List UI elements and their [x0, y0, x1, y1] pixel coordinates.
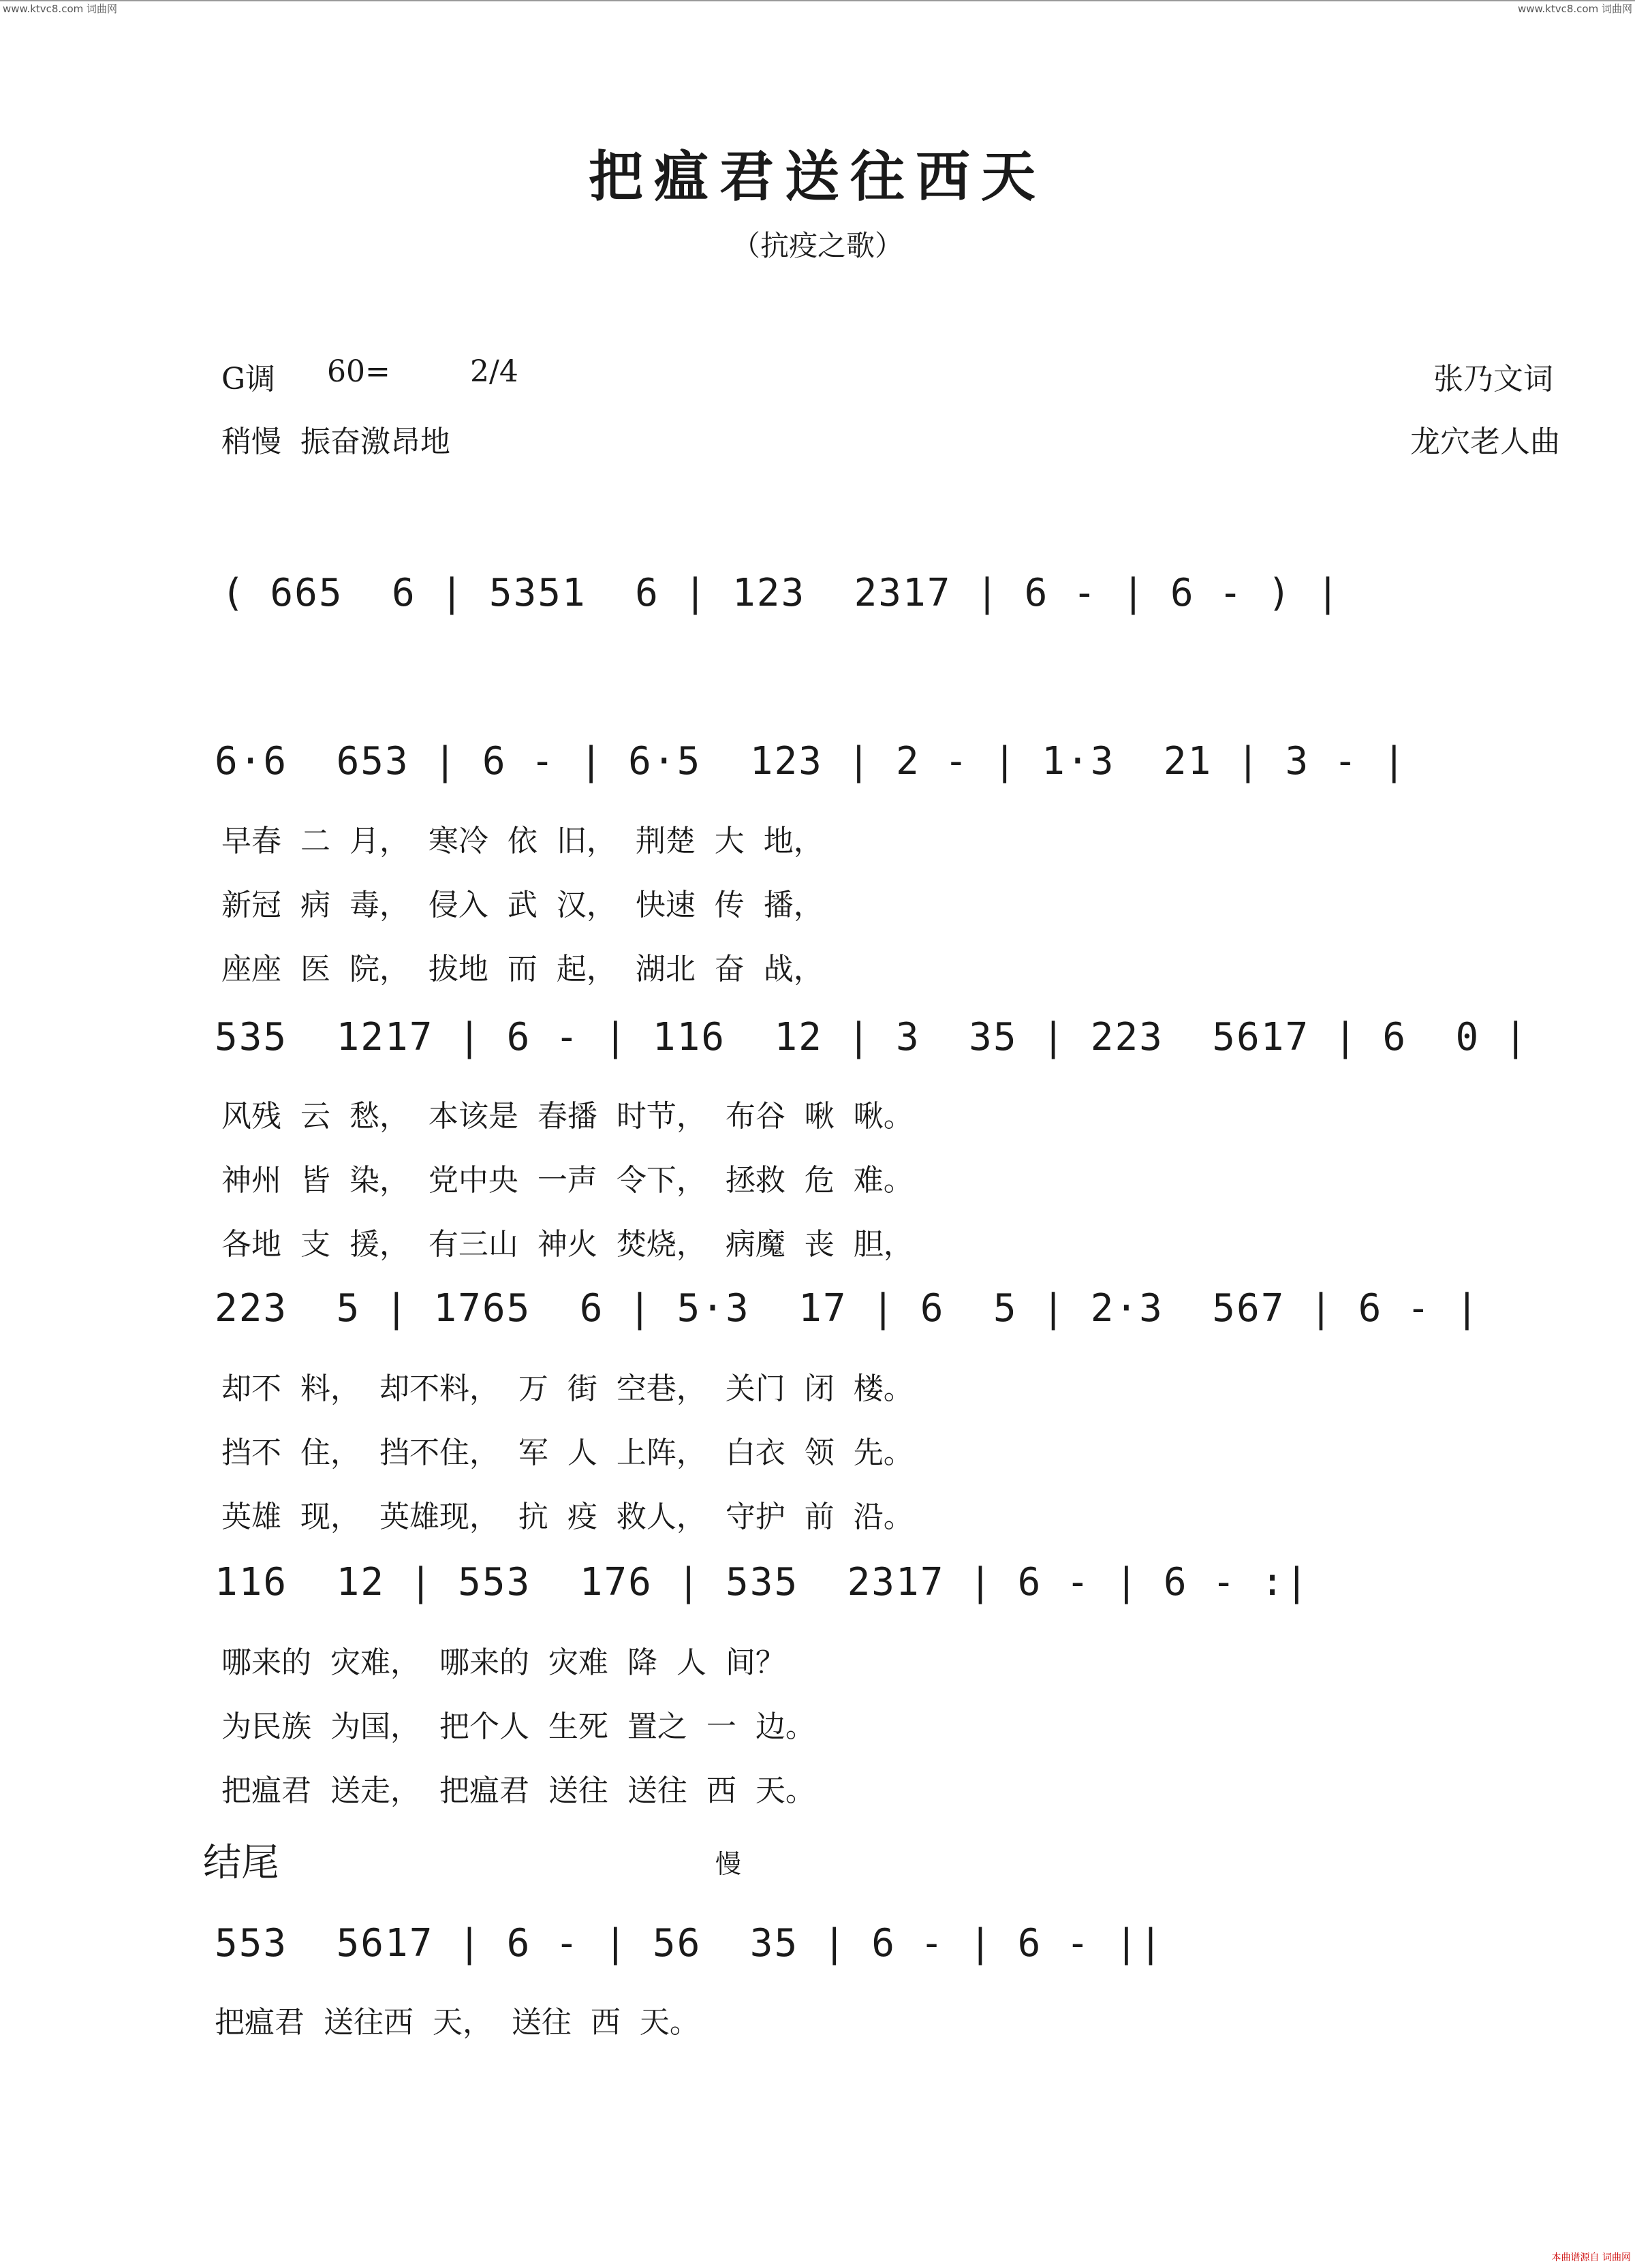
tempo-marking: 60= [327, 354, 390, 389]
lyric-line-1-verse-2: 新冠 病 毒， 侵入 武 汉， 快速 传 播， [221, 888, 824, 922]
ending-tempo-mark: 慢 [715, 1849, 742, 1879]
notation-line-2: 535 1217 | 6 - | 116 12 | 3 35 | 223 5617 | 6 0 | [215, 1015, 1529, 1059]
notation-line-1: 6·6 653 | 6 - | 6·5 123 | 2 - | 1·3 21 | 3 - | [215, 739, 1407, 783]
source-stamp: 本曲谱源自 词曲网 [1551, 2252, 1631, 2263]
lyric-line-4-verse-3: 把瘟君 送走， 把瘟君 送往 送往 西 天。 [221, 1773, 815, 1808]
notation-line-4: 116 12 | 553 176 | 535 2317 | 6 - | 6 - :| [215, 1560, 1310, 1604]
lyric-line-4-verse-1: 哪来的 灾难， 哪来的 灾难 降 人 间？ [221, 1645, 785, 1680]
lyric-line-1-verse-1: 早春 二 月， 寒冷 依 旧， 荆楚 大 地， [221, 824, 824, 858]
song-subtitle: （抗疫之歌） [731, 229, 903, 262]
watermark-right: www.ktvc8.com 词曲网 [1517, 3, 1632, 15]
lyricist-credit: 张乃文词 [1433, 362, 1553, 397]
lyric-line-2-verse-1: 风残 云 愁， 本该是 春播 时节， 布谷 啾 啾。 [221, 1099, 914, 1134]
ending-notation: 553 5617 | 6 - | 56 35 | 6 - | 6 - || [215, 1921, 1164, 1966]
song-title: 把瘟君送往西天 [589, 144, 1046, 208]
composer-credit: 龙穴老人曲 [1410, 424, 1560, 459]
ending-section-label: 结尾 [203, 1841, 279, 1885]
lyric-line-3-verse-3: 英雄 现， 英雄现， 抗 疫 救人， 守护 前 沿。 [221, 1500, 914, 1534]
lyric-line-4-verse-2: 为民族 为国， 把个人 生死 置之 一 边。 [221, 1709, 815, 1744]
notation-line-3: 223 5 | 1765 6 | 5·3 17 | 6 5 | 2·3 567 | 6 - | [215, 1286, 1480, 1331]
lyric-line-3-verse-2: 挡不 住， 挡不住， 军 人 上阵， 白衣 领 先。 [221, 1435, 914, 1470]
time-signature: 2/4 [470, 354, 518, 389]
lyric-line-2-verse-2: 神州 皆 染， 党中央 一声 令下， 拯救 危 难。 [221, 1163, 914, 1198]
ending-lyric: 把瘟君 送往西 天， 送往 西 天。 [215, 2005, 700, 2040]
watermark-left: www.ktvc8.com 词曲网 [3, 3, 118, 15]
key-signature: G调 [221, 362, 276, 397]
page-top-border [0, 0, 1635, 1]
expression-marking: 稍慢 振奋激昂地 [221, 424, 450, 459]
lyric-line-3-verse-1: 却不 料， 却不料， 万 街 空巷， 关门 闭 楼。 [221, 1371, 914, 1406]
intro-notation: ( 665 6 | 5351 6 | 123 2317 | 6 - | 6 - ) | [221, 571, 1341, 615]
lyric-line-1-verse-3: 座座 医 院， 拔地 而 起， 湖北 奋 战， [221, 952, 824, 987]
lyric-line-2-verse-3: 各地 支 援， 有三山 神火 焚烧， 病魔 丧 胆， [221, 1227, 914, 1262]
